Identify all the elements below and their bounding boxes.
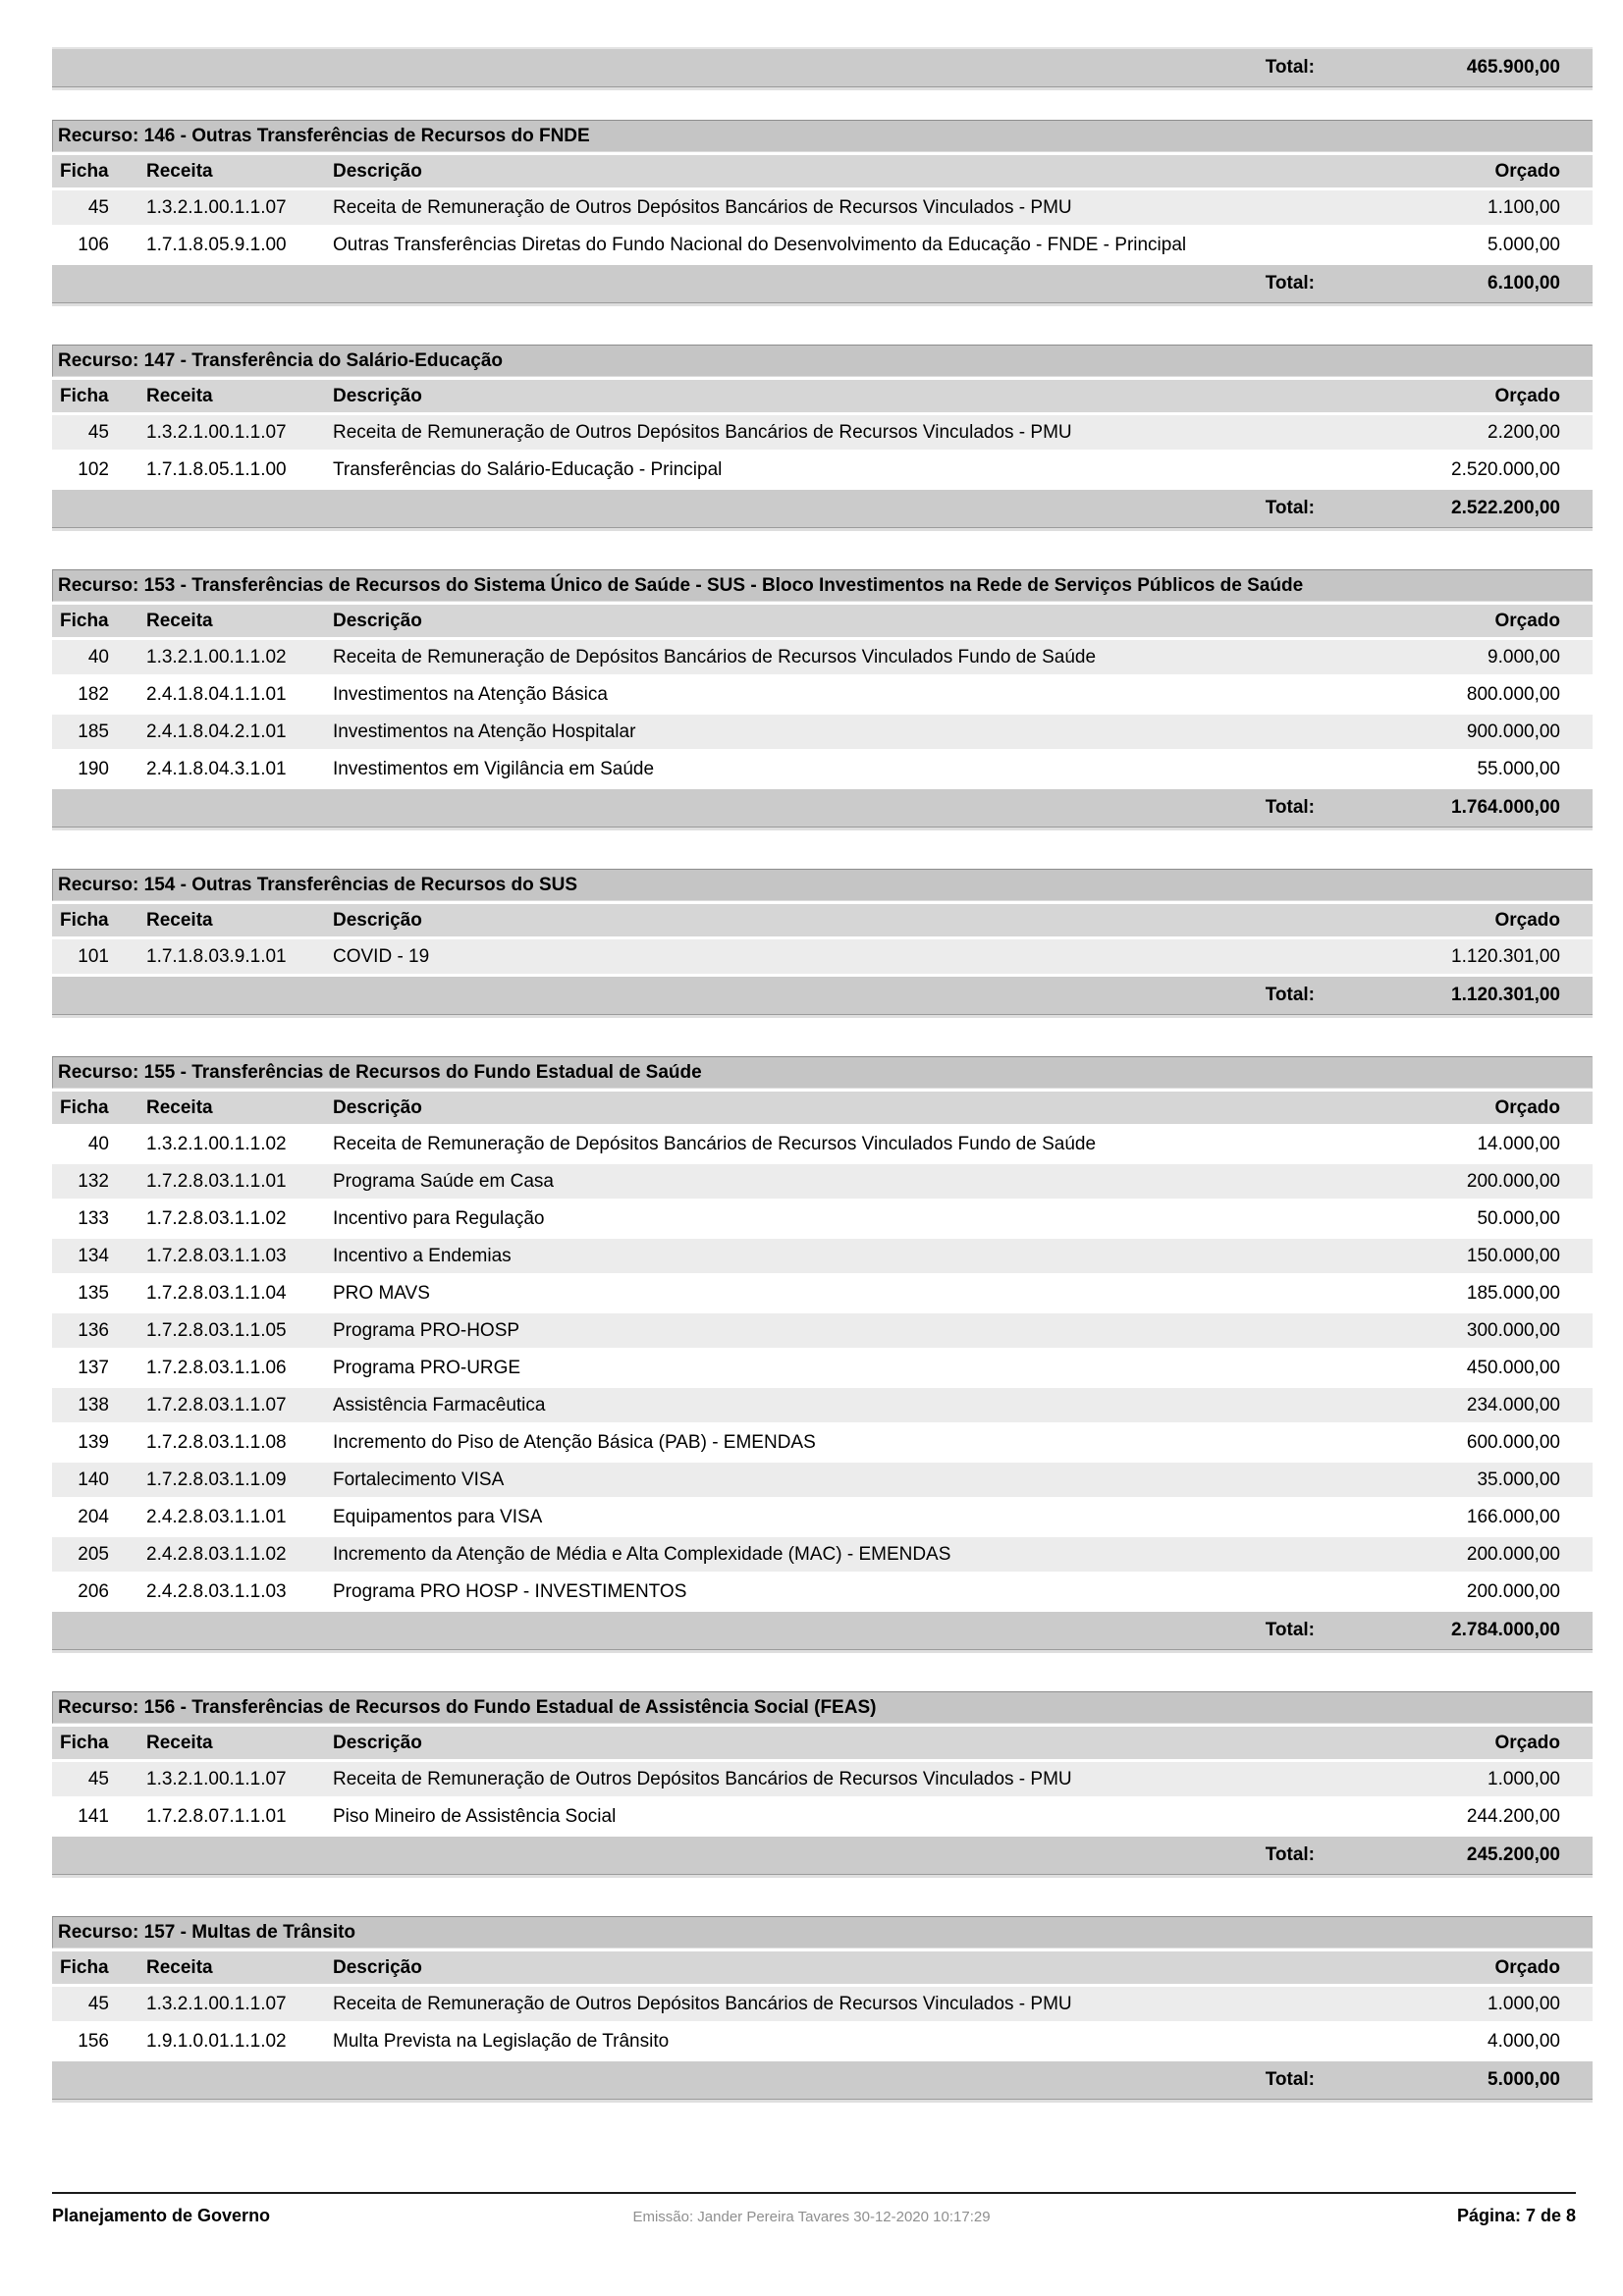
cell-receita: 1.3.2.1.00.1.1.07 [146, 196, 287, 218]
cell-ficha: 182 [78, 683, 109, 705]
cell-ficha: 185 [78, 721, 109, 742]
cell-descricao: Investimentos na Atenção Básica [333, 683, 608, 705]
cell-orcado: 35.000,00 [1477, 1468, 1560, 1490]
resource-section-header [52, 1916, 1593, 1949]
column-header-orcado: Orçado [1494, 385, 1560, 406]
cell-orcado: 1.120.301,00 [1451, 945, 1560, 967]
cell-orcado: 14.000,00 [1477, 1133, 1560, 1154]
column-header-ficha: Ficha [60, 1096, 109, 1118]
table-row [52, 752, 1593, 786]
cell-receita: 1.7.2.8.03.1.1.02 [146, 1207, 287, 1229]
cell-receita: 2.4.2.8.03.1.1.03 [146, 1580, 287, 1602]
resource-section-title: Recurso: 147 - Transferência do Salário-Educação [58, 349, 504, 371]
cell-ficha: 134 [78, 1245, 109, 1266]
cell-descricao: Programa Saúde em Casa [333, 1170, 554, 1192]
table-row [52, 1127, 1593, 1161]
cell-orcado: 200.000,00 [1466, 1170, 1560, 1192]
section-total-row [52, 2061, 1593, 2100]
column-header-orcado: Orçado [1494, 160, 1560, 182]
column-header-receita: Receita [146, 1732, 213, 1753]
cell-descricao: Investimentos em Vigilância em Saúde [333, 758, 655, 779]
column-header-ficha: Ficha [60, 1732, 109, 1753]
column-header-receita: Receita [146, 909, 213, 931]
total-label: Total: [1265, 273, 1315, 294]
column-header-receita: Receita [146, 1956, 213, 1978]
resource-section [52, 1691, 1593, 1875]
cell-orcado: 200.000,00 [1466, 1580, 1560, 1602]
column-header-descricao: Descrição [333, 1732, 422, 1753]
total-label: Total: [1265, 2069, 1315, 2090]
cell-ficha: 138 [78, 1394, 109, 1415]
cell-receita: 2.4.1.8.04.3.1.01 [146, 758, 287, 779]
cell-ficha: 206 [78, 1580, 109, 1602]
cell-ficha: 45 [87, 196, 109, 218]
cell-descricao: Assistência Farmacêutica [333, 1394, 546, 1415]
cell-receita: 1.3.2.1.00.1.1.07 [146, 1993, 287, 2014]
section-total-row [52, 1612, 1593, 1650]
table-row [52, 939, 1593, 974]
cell-orcado: 2.520.000,00 [1451, 458, 1560, 480]
cell-descricao: Incentivo para Regulação [333, 1207, 545, 1229]
table-row [52, 677, 1593, 712]
resource-section-header [52, 345, 1593, 377]
resource-section [52, 1916, 1593, 2100]
cell-receita: 1.3.2.1.00.1.1.07 [146, 421, 287, 443]
cell-ficha: 45 [87, 1768, 109, 1789]
cell-descricao: Programa PRO-URGE [333, 1357, 521, 1378]
column-header-descricao: Descrição [333, 909, 422, 931]
cell-receita: 2.4.2.8.03.1.1.02 [146, 1543, 287, 1565]
table-row [52, 1313, 1593, 1348]
cell-orcado: 9.000,00 [1488, 646, 1560, 667]
cell-orcado: 450.000,00 [1466, 1357, 1560, 1378]
total-label: Total: [1265, 57, 1315, 78]
cell-orcado: 600.000,00 [1466, 1431, 1560, 1453]
cell-descricao: Outras Transferências Diretas do Fundo Nacional do Desenvolvimento da Educação - FNDE - Principal [333, 234, 1187, 255]
resource-section [52, 569, 1593, 828]
cell-orcado: 150.000,00 [1466, 1245, 1560, 1266]
section-total-value: 6.100,00 [1488, 273, 1560, 294]
column-header-descricao: Descrição [333, 1956, 422, 1978]
cell-ficha: 190 [78, 758, 109, 779]
total-label: Total: [1265, 498, 1315, 518]
cell-receita: 1.9.1.0.01.1.1.02 [146, 2030, 287, 2052]
cell-ficha: 106 [78, 234, 109, 255]
column-header-row [52, 380, 1593, 412]
cell-orcado: 244.200,00 [1466, 1805, 1560, 1827]
table-row [52, 1987, 1593, 2021]
cell-descricao: Multa Prevista na Legislação de Trânsito [333, 2030, 670, 2052]
column-header-ficha: Ficha [60, 610, 109, 631]
resource-section-header [52, 569, 1593, 602]
column-header-ficha: Ficha [60, 160, 109, 182]
section-total-row [52, 490, 1593, 528]
cell-descricao: Fortalecimento VISA [333, 1468, 505, 1490]
column-header-orcado: Orçado [1494, 1956, 1560, 1978]
cell-descricao: Piso Mineiro de Assistência Social [333, 1805, 617, 1827]
cell-orcado: 234.000,00 [1466, 1394, 1560, 1415]
total-label: Total: [1265, 985, 1315, 1005]
cell-receita: 1.3.2.1.00.1.1.02 [146, 1133, 287, 1154]
cell-receita: 1.7.1.8.03.9.1.01 [146, 945, 287, 967]
section-rows [52, 640, 1593, 786]
column-header-row [52, 1727, 1593, 1759]
column-header-descricao: Descrição [333, 610, 422, 631]
resource-section-title: Recurso: 153 - Transferências de Recursos do Sistema Único de Saúde - SUS - Bloco Investimentos na Rede de Serviços Públicos de Saúde [58, 574, 1304, 596]
cell-ficha: 140 [78, 1468, 109, 1490]
cell-receita: 1.7.2.8.03.1.1.07 [146, 1394, 287, 1415]
column-header-orcado: Orçado [1494, 909, 1560, 931]
total-label: Total: [1265, 797, 1315, 818]
cell-orcado: 1.000,00 [1488, 1768, 1560, 1789]
table-row [52, 1463, 1593, 1497]
resource-section [52, 345, 1593, 528]
section-rows [52, 1987, 1593, 2058]
cell-descricao: Equipamentos para VISA [333, 1506, 543, 1527]
section-total-row [52, 1837, 1593, 1875]
resource-section-title: Recurso: 156 - Transferências de Recursos do Fundo Estadual de Assistência Social (FEAS) [58, 1696, 877, 1718]
section-total-row [52, 977, 1593, 1015]
section-total-row [52, 265, 1593, 303]
cell-orcado: 300.000,00 [1466, 1319, 1560, 1341]
section-total-value: 1.764.000,00 [1451, 797, 1560, 818]
column-header-orcado: Orçado [1494, 1096, 1560, 1118]
cell-orcado: 800.000,00 [1466, 683, 1560, 705]
cell-receita: 1.7.2.8.03.1.1.04 [146, 1282, 287, 1304]
cell-descricao: Receita de Remuneração de Outros Depósitos Bancários de Recursos Vinculados - PMU [333, 196, 1072, 218]
table-row [52, 1500, 1593, 1534]
resource-section-title: Recurso: 155 - Transferências de Recursos do Fundo Estadual de Saúde [58, 1061, 702, 1083]
column-header-receita: Receita [146, 160, 213, 182]
total-label: Total: [1265, 1844, 1315, 1865]
cell-ficha: 40 [87, 1133, 109, 1154]
resource-section-header [52, 1056, 1593, 1089]
cell-descricao: Incentivo a Endemias [333, 1245, 512, 1266]
cell-descricao: Incremento do Piso de Atenção Básica (PAB) - EMENDAS [333, 1431, 816, 1453]
cell-ficha: 139 [78, 1431, 109, 1453]
table-row [52, 1351, 1593, 1385]
cell-ficha: 156 [78, 2030, 109, 2052]
cell-orcado: 166.000,00 [1466, 1506, 1560, 1527]
total-value: 465.900,00 [1466, 57, 1560, 78]
section-total-row [52, 789, 1593, 828]
column-header-row [52, 155, 1593, 187]
cell-descricao: Transferências do Salário-Educação - Principal [333, 458, 723, 480]
cell-receita: 1.7.1.8.05.1.1.00 [146, 458, 287, 480]
column-header-row [52, 1951, 1593, 1984]
table-row [52, 715, 1593, 749]
cell-orcado: 200.000,00 [1466, 1543, 1560, 1565]
column-header-row [52, 1092, 1593, 1124]
footer-app-name: Planejamento de Governo [52, 2206, 271, 2225]
cell-ficha: 204 [78, 1506, 109, 1527]
cell-receita: 1.3.2.1.00.1.1.02 [146, 646, 287, 667]
cell-ficha: 45 [87, 1993, 109, 2014]
cell-ficha: 137 [78, 1357, 109, 1378]
cell-orcado: 900.000,00 [1466, 721, 1560, 742]
column-header-orcado: Orçado [1494, 1732, 1560, 1753]
table-row [52, 453, 1593, 487]
table-row [52, 1762, 1593, 1796]
cell-receita: 2.4.2.8.03.1.1.01 [146, 1506, 287, 1527]
resource-section-header [52, 1691, 1593, 1724]
table-row [52, 1575, 1593, 1609]
cell-descricao: Receita de Remuneração de Outros Depósitos Bancários de Recursos Vinculados - PMU [333, 1993, 1072, 2014]
column-header-row [52, 605, 1593, 637]
cell-orcado: 1.000,00 [1488, 1993, 1560, 2014]
resource-section-header [52, 869, 1593, 901]
table-row [52, 1201, 1593, 1236]
cell-descricao: PRO MAVS [333, 1282, 430, 1304]
table-row [52, 415, 1593, 450]
resource-section-title: Recurso: 157 - Multas de Trânsito [58, 1921, 356, 1943]
table-row [52, 1239, 1593, 1273]
cell-descricao: COVID - 19 [333, 945, 430, 967]
column-header-descricao: Descrição [333, 385, 422, 406]
cell-receita: 1.7.2.8.03.1.1.08 [146, 1431, 287, 1453]
cell-descricao: Investimentos na Atenção Hospitalar [333, 721, 636, 742]
section-rows [52, 1127, 1593, 1609]
cell-orcado: 1.100,00 [1488, 196, 1560, 218]
column-header-ficha: Ficha [60, 385, 109, 406]
column-header-receita: Receita [146, 1096, 213, 1118]
resource-section [52, 1056, 1593, 1650]
cell-ficha: 205 [78, 1543, 109, 1565]
cell-receita: 2.4.1.8.04.2.1.01 [146, 721, 287, 742]
column-header-receita: Receita [146, 610, 213, 631]
footer-divider [52, 2192, 1576, 2194]
cell-orcado: 185.000,00 [1466, 1282, 1560, 1304]
resource-section-title: Recurso: 154 - Outras Transferências de Recursos do SUS [58, 874, 578, 895]
column-header-receita: Receita [146, 385, 213, 406]
cell-ficha: 102 [78, 458, 109, 480]
column-header-ficha: Ficha [60, 909, 109, 931]
section-rows [52, 939, 1593, 974]
cell-orcado: 4.000,00 [1488, 2030, 1560, 2052]
cell-ficha: 135 [78, 1282, 109, 1304]
cell-receita: 1.7.1.8.05.9.1.00 [146, 234, 287, 255]
column-header-descricao: Descrição [333, 160, 422, 182]
table-row [52, 1425, 1593, 1460]
resource-section [52, 869, 1593, 1015]
sections-host [52, 120, 1593, 2100]
carryover-total-row [52, 47, 1593, 87]
column-header-ficha: Ficha [60, 1956, 109, 1978]
table-row [52, 1799, 1593, 1834]
table-row [52, 1388, 1593, 1422]
column-header-descricao: Descrição [333, 1096, 422, 1118]
cell-descricao: Incremento da Atenção de Média e Alta Complexidade (MAC) - EMENDAS [333, 1543, 951, 1565]
cell-receita: 1.7.2.8.03.1.1.03 [146, 1245, 287, 1266]
cell-ficha: 40 [87, 646, 109, 667]
footer-emission-info: Emissão: Jander Pereira Tavares 30-12-2020 10:17:29 [632, 2209, 991, 2225]
section-rows [52, 1762, 1593, 1834]
cell-orcado: 55.000,00 [1477, 758, 1560, 779]
resource-section [52, 120, 1593, 303]
cell-receita: 1.3.2.1.00.1.1.07 [146, 1768, 287, 1789]
cell-orcado: 5.000,00 [1488, 234, 1560, 255]
column-header-row [52, 904, 1593, 936]
resource-section-header [52, 120, 1593, 152]
section-total-value: 245.200,00 [1466, 1844, 1560, 1865]
table-row [52, 190, 1593, 225]
cell-receita: 1.7.2.8.03.1.1.09 [146, 1468, 287, 1490]
column-header-orcado: Orçado [1494, 610, 1560, 631]
cell-descricao: Receita de Remuneração de Depósitos Bancários de Recursos Vinculados Fundo de Saúde [333, 646, 1097, 667]
cell-receita: 1.7.2.8.03.1.1.05 [146, 1319, 287, 1341]
cell-descricao: Programa PRO-HOSP [333, 1319, 520, 1341]
table-row [52, 228, 1593, 262]
section-total-value: 2.784.000,00 [1451, 1620, 1560, 1640]
cell-ficha: 132 [78, 1170, 109, 1192]
cell-ficha: 45 [87, 421, 109, 443]
cell-descricao: Receita de Remuneração de Outros Depósitos Bancários de Recursos Vinculados - PMU [333, 1768, 1072, 1789]
table-row [52, 1164, 1593, 1199]
cell-receita: 1.7.2.8.03.1.1.06 [146, 1357, 287, 1378]
cell-receita: 1.7.2.8.03.1.1.01 [146, 1170, 287, 1192]
table-row [52, 2024, 1593, 2058]
section-total-value: 1.120.301,00 [1451, 985, 1560, 1005]
cell-ficha: 101 [78, 945, 109, 967]
table-row [52, 1537, 1593, 1572]
table-row [52, 640, 1593, 674]
table-row [52, 1276, 1593, 1310]
cell-ficha: 133 [78, 1207, 109, 1229]
cell-receita: 1.7.2.8.07.1.1.01 [146, 1805, 287, 1827]
section-total-value: 2.522.200,00 [1451, 498, 1560, 518]
cell-receita: 2.4.1.8.04.1.1.01 [146, 683, 287, 705]
cell-descricao: Programa PRO HOSP - INVESTIMENTOS [333, 1580, 687, 1602]
section-rows [52, 190, 1593, 262]
section-rows [52, 415, 1593, 487]
report-content [52, 47, 1593, 2141]
cell-descricao: Receita de Remuneração de Depósitos Bancários de Recursos Vinculados Fundo de Saúde [333, 1133, 1097, 1154]
cell-descricao: Receita de Remuneração de Outros Depósitos Bancários de Recursos Vinculados - PMU [333, 421, 1072, 443]
cell-orcado: 2.200,00 [1488, 421, 1560, 443]
section-total-value: 5.000,00 [1488, 2069, 1560, 2090]
cell-orcado: 50.000,00 [1477, 1207, 1560, 1229]
resource-section-title: Recurso: 146 - Outras Transferências de Recursos do FNDE [58, 125, 590, 146]
footer-page-number: Página: 7 de 8 [1456, 2206, 1576, 2225]
cell-ficha: 136 [78, 1319, 109, 1341]
total-label: Total: [1265, 1620, 1315, 1640]
cell-ficha: 141 [78, 1805, 109, 1827]
